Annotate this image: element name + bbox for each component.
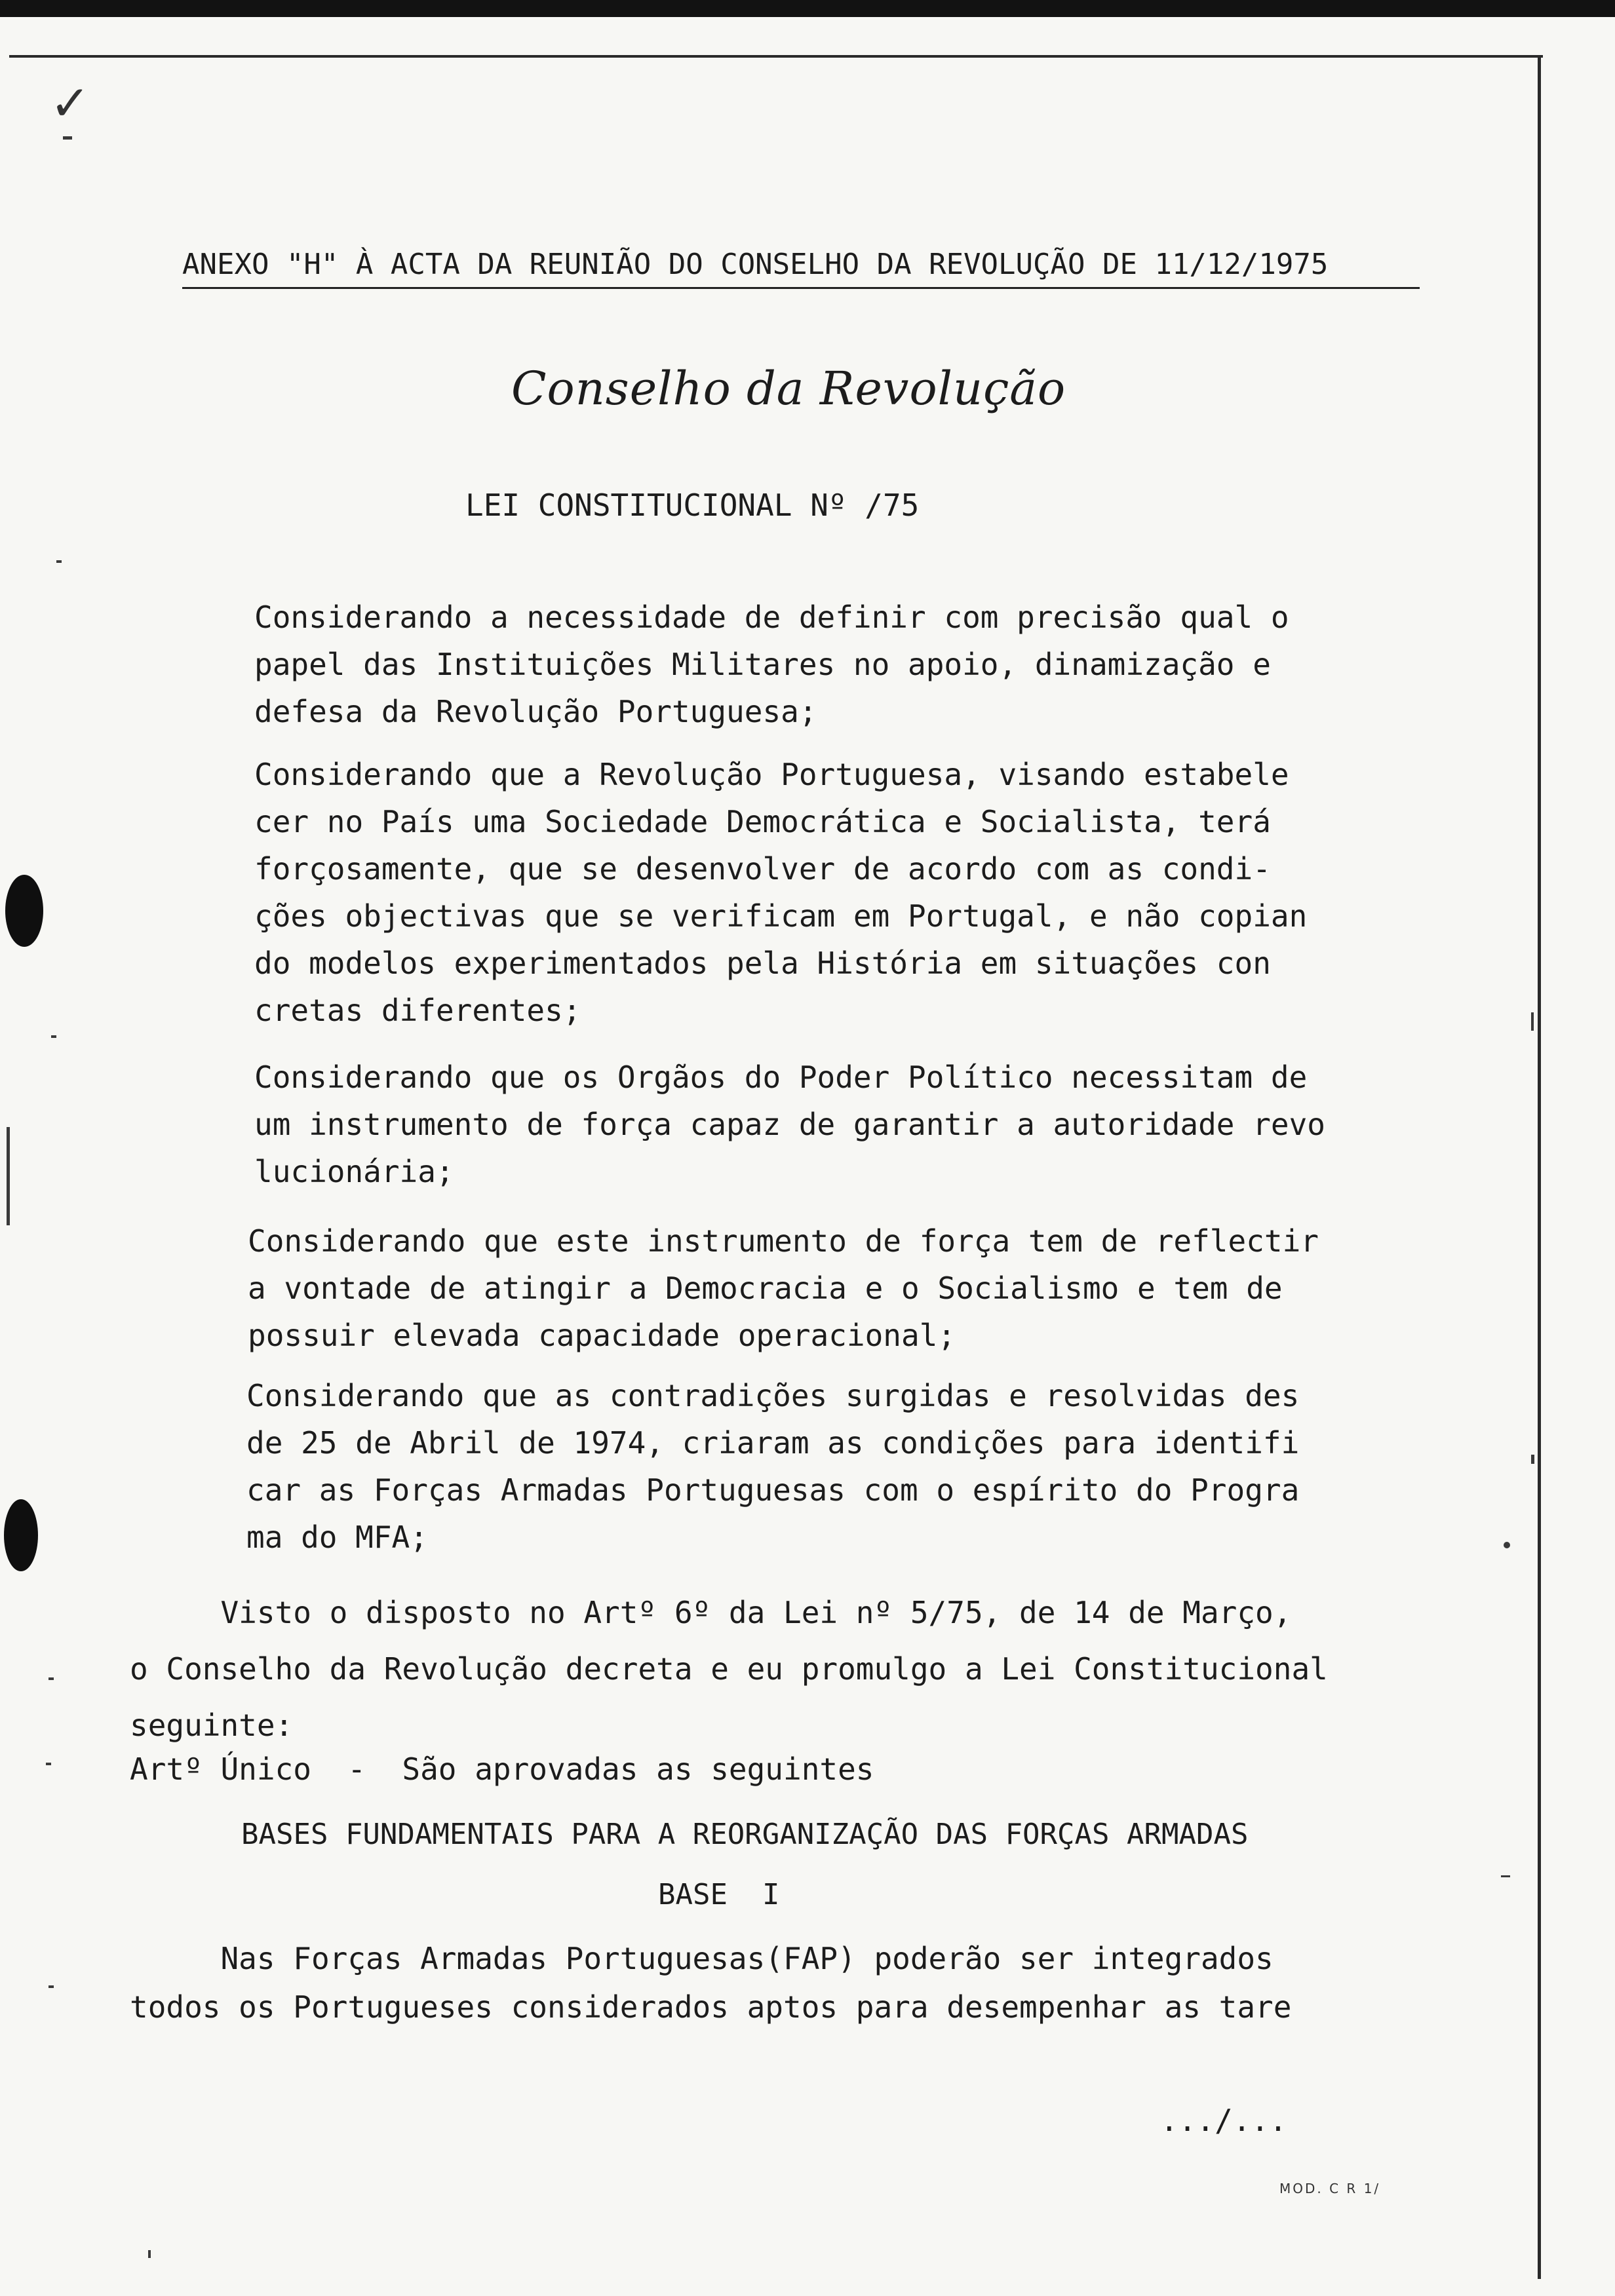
- header-underline: [182, 287, 1420, 289]
- scan-top-edge: [0, 0, 1615, 17]
- base-text-line: Nas Forças Armadas Portuguesas(FAP) poderão ser integrados: [130, 1941, 1274, 1976]
- enacting-clause: [130, 1584, 1388, 1753]
- paragraph: [254, 1054, 1382, 1195]
- margin-dot: [1501, 1875, 1510, 1877]
- punch-hole-top: [5, 875, 43, 947]
- paragraph-line: Considerando que as contradições surgidas e resolvidas des: [246, 1378, 1300, 1413]
- right-border-line: [1538, 58, 1541, 2279]
- paragraph-line: papel das Instituições Militares no apoio, dinamização e: [254, 647, 1271, 682]
- paragraph-line: ma do MFA;: [246, 1520, 428, 1555]
- punch-hole-bottom: [4, 1499, 38, 1571]
- clause-line: Visto o disposto no Artº 6º da Lei nº 5/75, de 14 de Março,: [130, 1595, 1292, 1630]
- margin-dot: [51, 1035, 56, 1038]
- margin-dot: [148, 2250, 151, 2258]
- paragraph-line: possuir elevada capacidade operacional;: [248, 1318, 956, 1353]
- paragraph-line: defesa da Revolução Portuguesa;: [254, 694, 817, 729]
- article-line: Artº Único - São aprovadas as seguintes: [130, 1751, 874, 1787]
- letterhead: Conselho da Revolução: [511, 362, 1066, 415]
- top-border-line: [9, 55, 1543, 58]
- paragraph-line: do modelos experimentados pela História em situações con: [254, 946, 1271, 981]
- bases-title: BASES FUNDAMENTAIS PARA A REORGANIZAÇÃO DAS FORÇAS ARMADAS: [241, 1818, 1249, 1851]
- margin-dot: [46, 1763, 51, 1765]
- law-title: LEI CONSTITUCIONAL Nº /75: [465, 488, 920, 523]
- paragraph-line: Considerando que a Revolução Portuguesa, visando estabele: [254, 757, 1289, 792]
- paragraph-line: car as Forças Armadas Portuguesas com o espírito do Progra: [246, 1472, 1300, 1508]
- paragraph-line: cer no País uma Sociedade Democrática e Socialista, terá: [254, 804, 1271, 839]
- margin-dot: [1504, 1542, 1510, 1548]
- paragraph-line: de 25 de Abril de 1974, criaram as condições para identifi: [246, 1425, 1300, 1461]
- paragraph-line: Considerando a necessidade de definir com precisão qual o: [254, 600, 1289, 635]
- annex-header: ANEXO "H" À ACTA DA REUNIÃO DO CONSELHO DA REVOLUÇÃO DE 11/12/1975: [182, 248, 1329, 281]
- margin-mark: [7, 1127, 10, 1225]
- paragraph: [248, 1217, 1375, 1359]
- paragraph-line: a vontade de atingir a Democracia e o Socialismo e tem de: [248, 1271, 1283, 1306]
- clause-line: o Conselho da Revolução decreta e eu promulgo a Lei Constitucional: [130, 1651, 1328, 1687]
- paragraph-line: Considerando que este instrumento de força tem de reflectir: [248, 1223, 1319, 1259]
- clause-line: seguinte:: [130, 1708, 294, 1743]
- base-heading: BASE I: [658, 1878, 780, 1911]
- continuation-mark: .../...: [1160, 2103, 1287, 2138]
- paragraph: [246, 1372, 1374, 1561]
- base-text: [130, 1934, 1291, 2031]
- margin-dot: [56, 560, 62, 563]
- form-code: MOD. C R 1/: [1279, 2181, 1381, 2196]
- margin-dot: [63, 136, 72, 140]
- margin-dot: [49, 1677, 54, 1680]
- paragraph-line: forçosamente, que se desenvolver de acordo com as condi-: [254, 851, 1271, 887]
- base-text-line: todos os Portugueses considerados aptos para desempenhar as tare: [130, 1989, 1292, 2025]
- margin-dot: [1531, 1455, 1534, 1464]
- paragraph-line: lucionária;: [254, 1154, 454, 1189]
- paragraph-line: cretas diferentes;: [254, 993, 581, 1028]
- margin-dot: [1531, 1012, 1534, 1031]
- paragraph: [254, 594, 1382, 735]
- paragraph-line: Considerando que os Orgãos do Poder Político necessitam de: [254, 1060, 1308, 1095]
- margin-dot: [49, 1985, 54, 1988]
- checkmark-icon: ✓: [50, 75, 91, 132]
- paragraph: [254, 751, 1382, 1034]
- paragraph-line: um instrumento de força capaz de garantir a autoridade revo: [254, 1107, 1325, 1142]
- paragraph-line: ções objectivas que se verificam em Portugal, e não copian: [254, 898, 1308, 934]
